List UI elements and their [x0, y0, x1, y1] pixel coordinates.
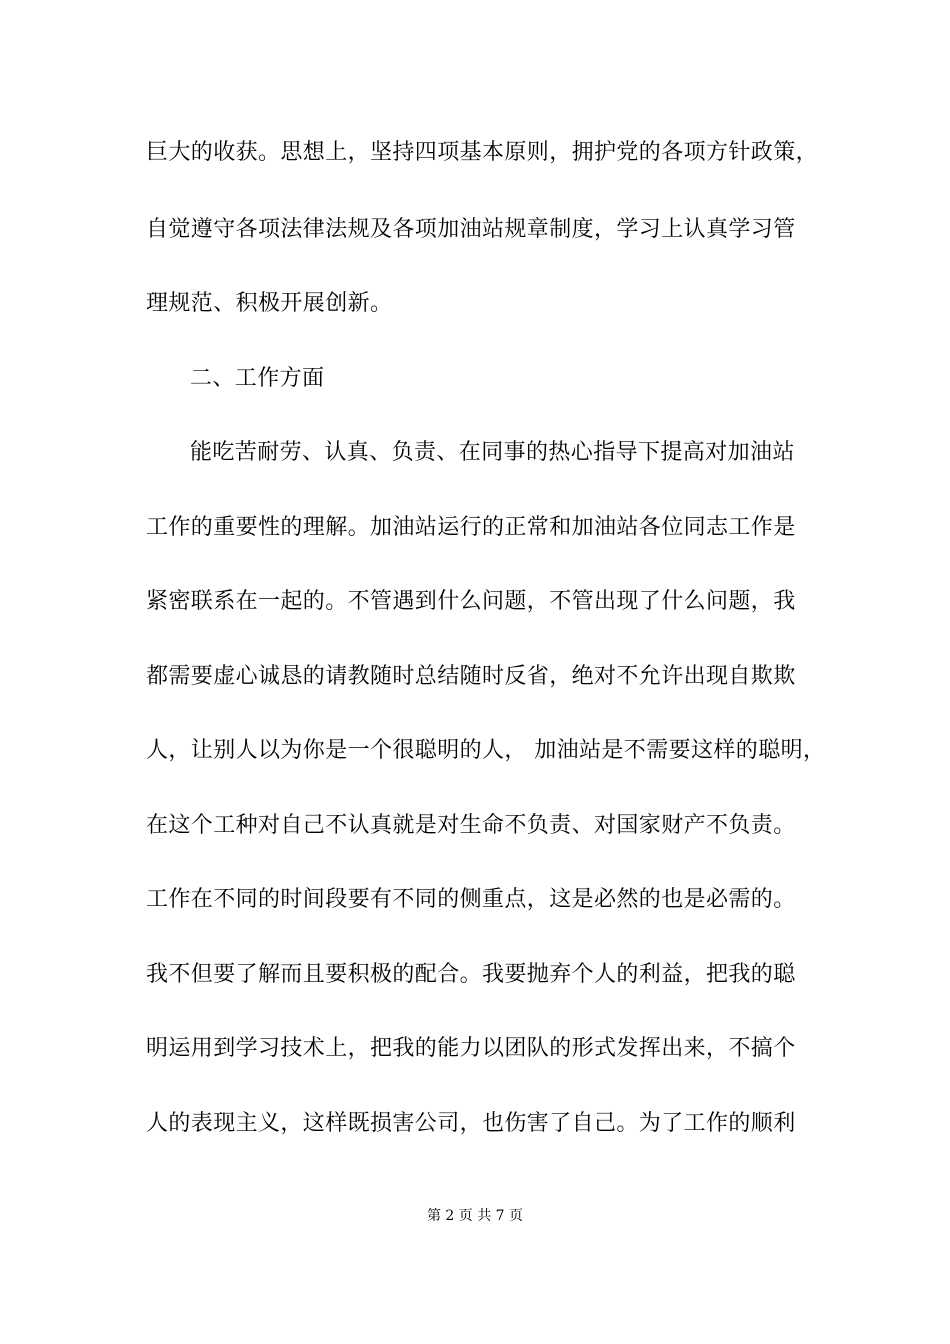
paragraph-line-2: 自觉遵守各项法律法规及各项加油站规章制度，学习上认真学习管	[146, 217, 796, 242]
paragraph-line-11: 工作在不同的时间段要有不同的侧重点，这是必然的也是必需的。	[146, 887, 796, 912]
paragraph-line-6: 工作的重要性的理解。加油站运行的正常和加油站各位同志工作是	[146, 515, 796, 540]
paragraph-line-9: 人，让别人以为你是一个很聪明的人， 加油站是不需要这样的聪明，	[146, 738, 826, 763]
paragraph-line-12: 我不但要了解而且要积极的配合。我要抛弃个人的利益，把我的聪	[146, 962, 796, 987]
paragraph-line-13: 明运用到学习技术上，把我的能力以团队的形式发挥出来，不搞个	[146, 1036, 796, 1061]
paragraph-line-10: 在这个工种对自己不认真就是对生命不负责、对国家财产不负责。	[146, 813, 796, 838]
paragraph-line-7: 紧密联系在一起的。不管遇到什么问题，不管出现了什么问题，我	[146, 589, 796, 614]
paragraph-line-1: 巨大的收获。思想上，坚持四项基本原则，拥护党的各项方针政策，	[146, 140, 819, 165]
section-heading-work: 二、工作方面	[190, 366, 325, 391]
paragraph-line-5: 能吃苦耐劳、认真、负责、在同事的热心指导下提高对加油站	[190, 440, 795, 465]
paragraph-line-14: 人的表现主义，这样既损害公司，也伤害了自己。为了工作的顺利	[146, 1111, 796, 1136]
page-number-footer: 第 2 页 共 7 页	[426, 1208, 524, 1224]
paragraph-line-8: 都需要虚心诚恳的请教随时总结随时反省，绝对不允许出现自欺欺	[146, 664, 796, 689]
paragraph-line-3: 理规范、积极开展创新。	[146, 291, 393, 316]
